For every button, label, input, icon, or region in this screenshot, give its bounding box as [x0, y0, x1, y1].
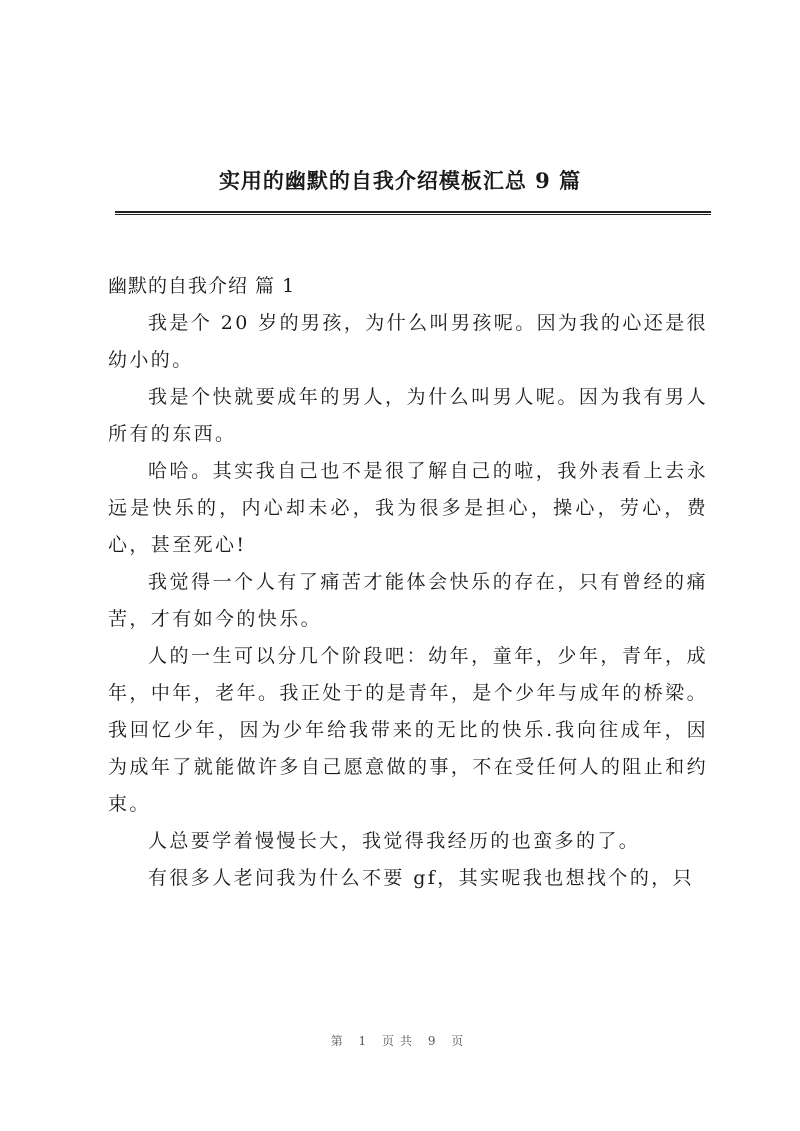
section-heading: 幽默的自我介绍 篇 1 — [108, 275, 296, 297]
title-divider — [115, 211, 711, 213]
page-footer: 第 1 页共 9 页 — [330, 1034, 470, 1048]
paragraph: 我是个 20 岁的男孩，为什么叫男孩呢。因为我的心还是很幼小的。 — [108, 312, 708, 371]
paragraph: 我觉得一个人有了痛苦才能体会快乐的存在，只有曾经的痛苦，才有如今的快乐。 — [108, 571, 708, 630]
paragraph: 我是个快就要成年的男人，为什么叫男人呢。因为我有男人所有的东西。 — [108, 386, 708, 445]
document-title: 实用的幽默的自我介绍模板汇总 9 篇 — [218, 168, 582, 193]
paragraph: 人的一生可以分几个阶段吧：幼年，童年，少年，青年，成年，中年，老年。我正处于的是青年，是个少年与成年的桥梁。我回忆少年，因为少年给我带来的无比的快乐.我向往成年，因为成年了就能做许多自己愿意做的事，不在受任何人的阻止和约束。 — [108, 645, 708, 815]
title-divider-thin — [115, 214, 711, 215]
paragraph: 哈哈。其实我自己也不是很了解自己的啦，我外表看上去永远是快乐的，内心却未必，我为很多是担心，操心，劳心，费心，甚至死心! — [108, 460, 708, 556]
document-body — [108, 268, 708, 897]
paragraph: 有很多人老问我为什么不要 gf，其实呢我也想找个的，只 — [148, 867, 695, 889]
paragraph: 人总要学着慢慢长大，我觉得我经历的也蛮多的了。 — [148, 830, 641, 852]
